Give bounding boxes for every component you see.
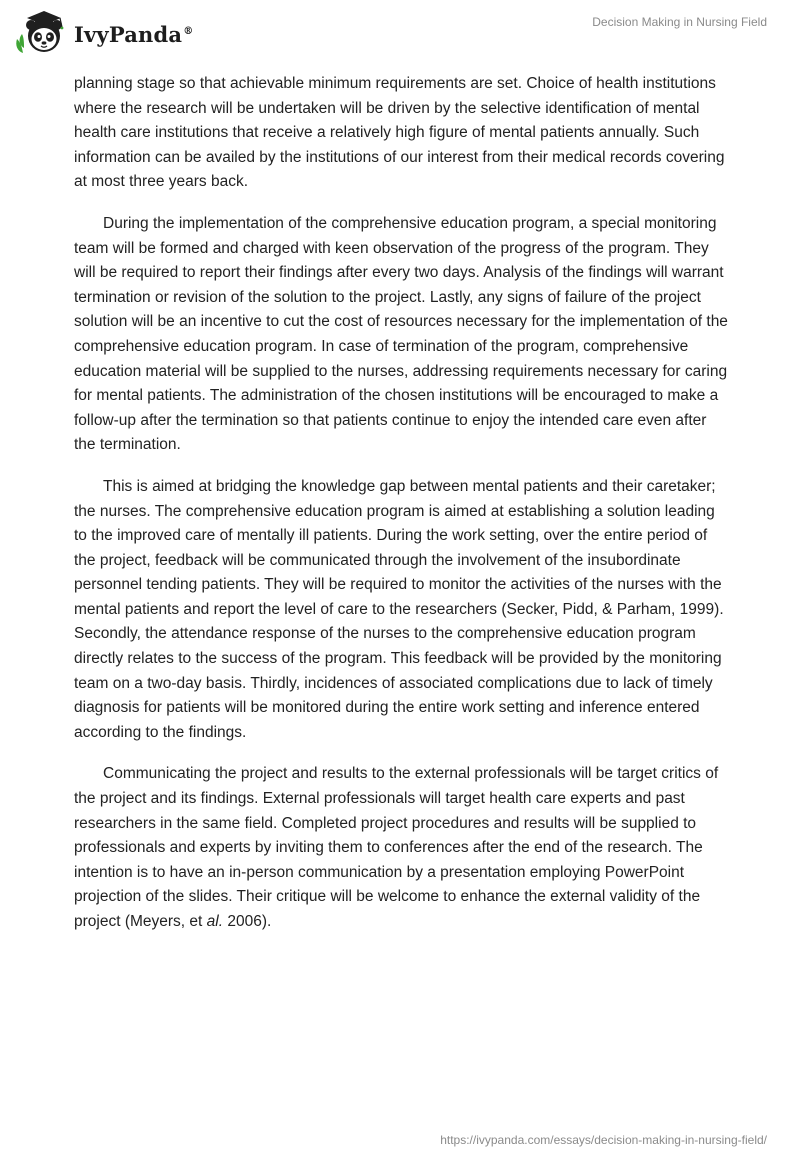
ivypanda-logo[interactable]: [14, 9, 193, 57]
brand-name: IvyPanda®: [74, 21, 194, 47]
paragraph: [74, 762, 730, 934]
paragraph: planning stage so that achievable minimum requirements are set. Choice of health institutions where the research will be undertaken will be driven by the selective identification of mental health care institutions that receive a relatively high figure of mental patients annually. Such information can be availed by the institutions of our interest from their medical records covering at most three years back.: [74, 75, 725, 191]
document-title: Decision Making in Nursing Field: [592, 15, 767, 29]
paragraph: During the implementation of the comprehensive education program, a special monitoring team will be formed and charged with keen observation of the progress of the program. They will be required to report their findings after every two days. Analysis of the findings will warrant termination or revision of the solution to the project. Lastly, any signs of failure of the project solution will be an incentive to cut the cost of resources necessary for the implementation of the comprehensive education program. In case of termination of the program, comprehensive education material will be supplied to the nurses, addressing requirements necessary for caring for mental patients. The administration of the chosen institutions will be encouraged to make a follow-up after the termination so that patients continue to enjoy the intended care even after the termination.: [74, 214, 728, 454]
source-url[interactable]: https://ivypanda.com/essays/decision-making-in-nursing-field/: [440, 1133, 767, 1147]
page-header: [0, 0, 800, 60]
paragraph: This is aimed at bridging the knowledge gap between mental patients and their caretaker; the nurses. The comprehensive education program is aimed at establishing a solution leading to the improved care of mentally ill patients. During the work setting, over the entire period of the project, feedback will be communicated through the involvement of the insubordinate personnel tending patients. They will be required to monitor the activities of the nurses with the mental patients and report the level of care to the researchers (Secker, Pidd, & Parham, 1999). Secondly, the attendance response of the nurses to the comprehensive education program directly relates to the success of the program. This feedback will be provided by the monitoring team on a two-day basis. Thirdly, incidences of associated complications due to lack of timely diagnosis for patients will be monitored during the entire work setting and inference entered according to the findings.: [74, 477, 724, 741]
panda-graduate-icon: [14, 9, 70, 57]
italic-text: al.: [206, 913, 224, 930]
paragraph-text: 2006).: [223, 913, 272, 930]
paragraph-text: Communicating the project and results to the external professionals will be target critics of the project and its findings. External professionals will target health care experts and past researchers in the same field. Completed project procedures and results will be supplied to professionals and experts by inviting them to conferences after the end of the research. The intention is to have an in-person communication by a presentation employing PowerPoint projection of the slides. Their critique will be welcome to enhance the external validity of the project (Meyers, et: [74, 765, 719, 930]
essay-body: [74, 72, 730, 952]
